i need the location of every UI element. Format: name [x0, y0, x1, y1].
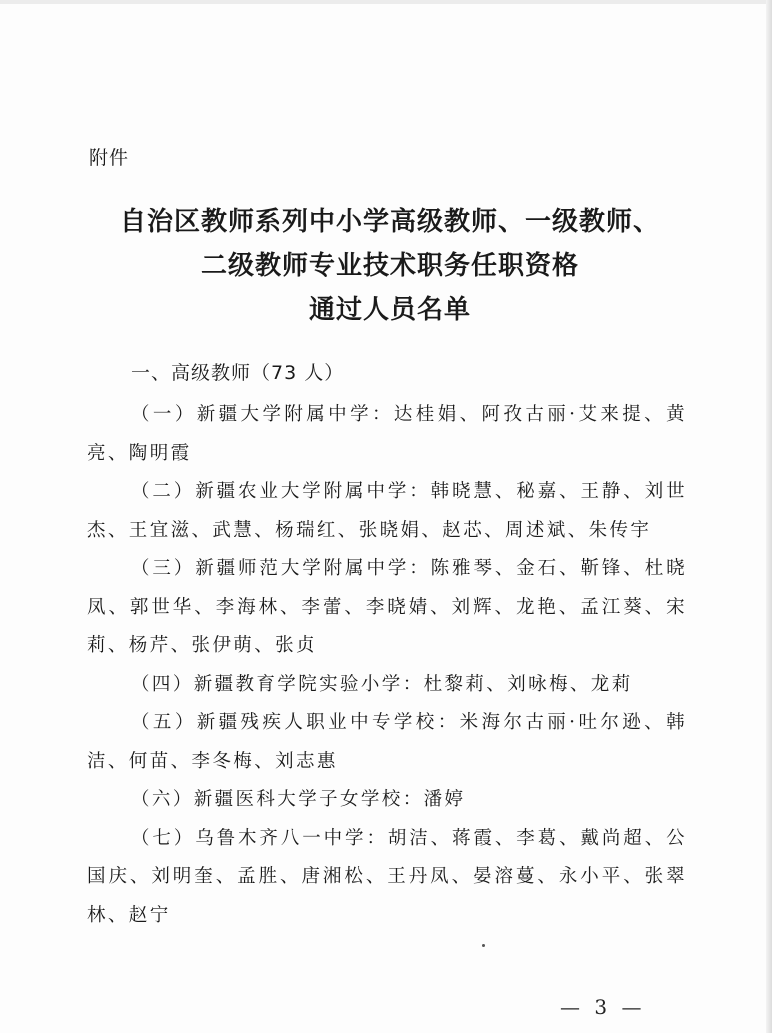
title-line-2: 二级教师专业技术职务任职资格	[200, 251, 579, 281]
section-heading-senior-teachers: 一、高级教师（73 人）	[131, 362, 345, 384]
name-list	[87, 396, 687, 935]
entry-xinjiang-normal-university-affiliated-middle-school: （三）新疆师范大学附属中学：陈雅琴、金石、靳锋、杜晓凤、郭世华、李海林、李蕾、李晓婧、刘辉、龙艳、孟江葵、宋莉、杨芹、张伊萌、张贞	[87, 558, 687, 656]
entry-xinjiang-education-institute-experimental-primary-school: （四）新疆教育学院实验小学：杜黎莉、刘咏梅、龙莉	[131, 673, 633, 695]
page-top-edge	[0, 0, 772, 4]
scan-speck	[482, 944, 485, 947]
attachment-label: 附件	[89, 147, 130, 169]
page-number: — 3 —	[560, 995, 646, 1019]
entry-xinjiang-agricultural-university-affiliated-middle-school: （二）新疆农业大学附属中学：韩晓慧、秘嘉、王静、刘世杰、王宜滋、武慧、杨瑞红、张晓娟、赵芯、周述斌、朱传宇	[87, 481, 687, 541]
document-title	[60, 200, 720, 332]
page-right-edge	[766, 0, 772, 1033]
entry-xinjiang-disabled-vocational-school: （五）新疆残疾人职业中专学校：米海尔古丽·吐尔逊、韩洁、何苗、李冬梅、刘志惠	[87, 712, 687, 772]
entry-urumqi-bayi-middle-school: （七）乌鲁木齐八一中学：胡洁、蒋霞、李葛、戴尚超、公国庆、刘明奎、孟胜、唐湘松、王丹凤、晏溶蔓、永小平、张翠林、赵宁	[87, 827, 687, 926]
entry-xinjiang-university-affiliated-middle-school: （一）新疆大学附属中学：达桂娟、阿孜古丽·艾来提、黄亮、陶明霞	[87, 404, 687, 464]
title-line-3: 通过人员名单	[308, 295, 471, 325]
entry-xinjiang-medical-university-children-school: （六）新疆医科大学子女学校：潘婷	[131, 789, 466, 810]
title-line-1: 自治区教师系列中小学高级教师、一级教师、	[119, 207, 660, 237]
